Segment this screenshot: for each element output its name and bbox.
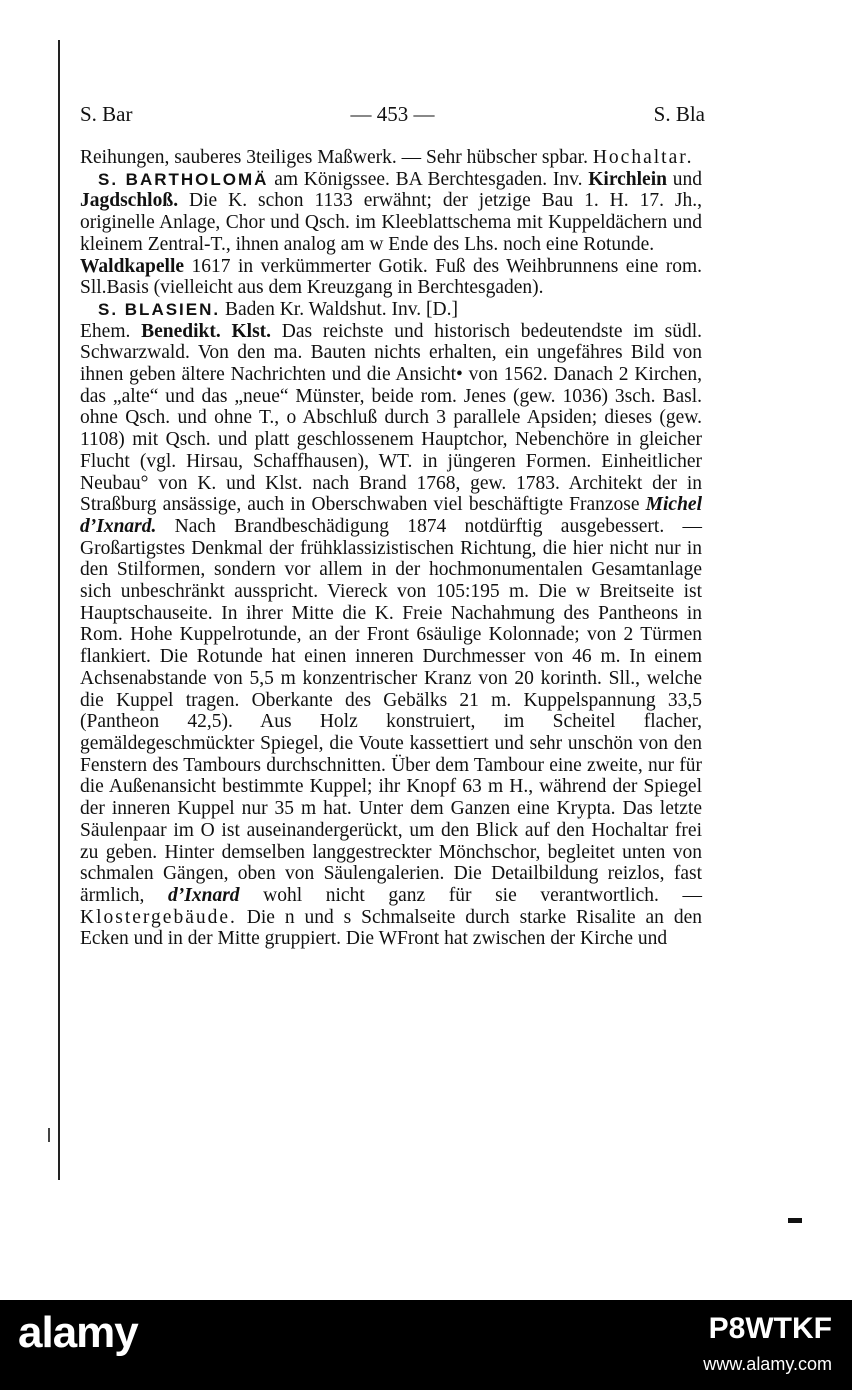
ehem: Ehem. [80,320,142,342]
ixnard: d’Ixnard [168,884,240,906]
dash-mark [788,1218,802,1223]
body-text [80,147,702,950]
blasien-body [80,321,702,950]
kloster: Benedikt. Klst. [141,320,272,342]
margin-line [58,40,60,1180]
entry-location: am Königssee. BA Berchtesgaden. Inv. [268,168,583,190]
entry-bartholomae [80,169,702,256]
text-part-4: Die n und s Schmalseite durch starke Risalite an den Ecken und in der Mitte gruppiert. Die WFront hat zwischen der Kirche und [80,906,702,950]
entry-title: S. BLASIEN. [98,299,221,319]
waldkapelle-text: 1617 in verkümmerter Gotik. Fuß des Weihbrunnens eine rom. Sll.Basis (vielleicht aus dem Kreuzgang in Berchtesgaden). [80,255,702,299]
jagdschloss: Jagdschloß. [80,190,179,212]
entry-body: Die K. schon 1133 erwähnt; der jetzige Bau 1. H. 17. Jh., originelle Anlage, Chor und Qsch. im Kleeblattschema mit Kuppeldächern und kleinem Zentral-T., ihnen analog am w Ende des Lhs. noch eine Rotunde. [80,190,702,255]
entry-blasien [80,299,702,321]
image-id: P8WTKF [708,1312,832,1345]
klostergebaeude: Klostergebäude. [80,906,237,928]
header-left: S. Bar [80,102,133,126]
continued-line: Reihungen, sauberes 3teiliges Maßwerk. — Sehr hübscher spbar. [80,147,588,168]
hochaltar: Hochaltar. [592,147,694,168]
text-part-1: Das reichste und historisch bedeutendste im südl. Schwarzwald. Von den ma. Bauten nichts erhalten, ein ungefähres Bild von ihnen geben ältere Nachrichten und die Ansicht• von 1562. Danach 2 Kirchen, das „alte“ und das „neue“ Münster, beide rom. Jenes (gew. 1036) 3sch. Basl. ohne Qsch. und ohne T., o Abschluß durch 3 parallele Apsiden; dieses (gew. 1108) mit Qsch. und platt geschlossenem Hauptchor, Nebenchöre in gleicher Flucht (vgl. Hirsau, Schaffhausen), WT. in jüngeren Formen. Einheitlicher Neubau° von K. und Klst. nach Brand 1768, gew. 1783. Architekt der in Straßburg ansässige, auch in Oberschwaben viel beschäftigte Franzose [80,320,702,516]
entry-title: S. BARTHOLOMÄ [98,169,269,189]
text-part-2: Nach Brandbeschädigung 1874 notdürftig ausgebessert. — Großartigstes Denkmal der frühklassizistischen Richtung, die hier nicht nur in den Stilformen, sondern vor allem in der hochmonumentalen Gesamtanlage sich unbeschränkt ausspricht. Viereck von 105:195 m. Die w Breitseite ist Hauptschauseite. In ihrer Mitte die K. Freie Nachahmung des Pantheons in Rom. Hohe Kuppelrotunde, an der Front 6säulige Kolonnade; von 2 Türmen flankiert. Die Rotunde hat einen inneren Durchmesser von 46 m. In einem Achsenabstande von 5,5 m konzentrischer Kranz von 20 korinth. Sll., welche die Kuppel tragen. Oberkante des Gebälks 21 m. Kuppelspannung 33,5 (Pantheon 42,5). Aus Holz konstruiert, im Scheitel flacher, gemäldegeschmückter Spiegel, die Voute kassettiert und sehr unschön von den Fenstern des Tambours durchschnitten. Über dem Tambour eine zweite, nur für die Außenansicht bestimmte Kuppel; ihr Knopf 63 m H., während der Spiegel der inneren Kuppel nur 35 m hat. Unter dem Ganzen eine Krypta. Das letzte Säulenpaar im O ist auseinandergerückt, um den Blick auf den Hochaltar frei zu geben. Hinter demselben langgestreckter Mönchschor, begleitet unten von schmalen Gängen, oben von Säulengalerien. Die Detailbildung reizlos, fast ärmlich, [80,515,702,906]
paragraph-continued [80,147,702,169]
kirchlein: Kirchlein [588,168,667,190]
running-header [80,102,705,132]
watermark-footer [0,1300,852,1390]
alamy-logo: alamy [18,1308,138,1357]
margin-tick [48,1128,50,1142]
conjunction: und [666,168,702,190]
waldkapelle: Waldkapelle [80,255,185,277]
header-right: S. Bla [653,102,705,126]
entry-location: Baden Kr. Waldshut. Inv. [D.] [220,298,458,320]
waldkapelle-paragraph [80,256,702,299]
text-part-3: wohl nicht ganz für sie verantwortlich. — [239,884,702,906]
site-url: www.alamy.com [703,1354,832,1374]
architect-name: Michel d’Ixnard. [80,494,702,537]
page-number: — 453 — [350,102,435,126]
